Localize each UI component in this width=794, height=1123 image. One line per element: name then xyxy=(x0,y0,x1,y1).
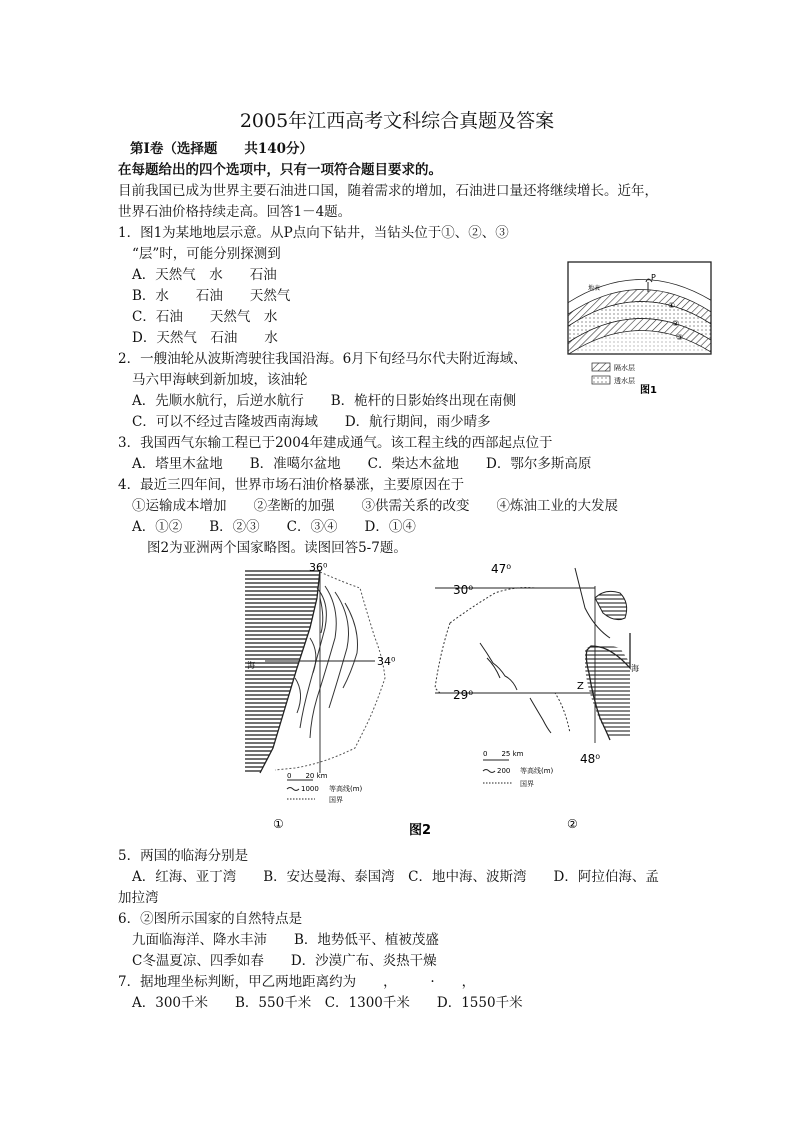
map1-index: ① xyxy=(273,817,284,831)
fig1-caption: 图1 xyxy=(640,385,657,396)
question-5-options: A．红海、亚丁湾 B．安达曼海、泰国湾 C．地中海、波斯湾 D．阿拉伯海、孟 xyxy=(132,869,659,885)
map2-lat-bottom: 29⁰ xyxy=(453,688,474,702)
fig1-point-label: P xyxy=(651,273,656,282)
question-6-options-ab: 九面临海洋、降水丰沛 B．地势低平、植被茂盛 xyxy=(132,932,439,948)
question-2-options-cd: C．可以不经过吉隆坡西南海域 D．航行期间，雨少晴多 xyxy=(132,414,491,430)
map2-contour-value: 200 xyxy=(497,767,511,775)
question-1-option-c: C．石油 天然气 水 xyxy=(132,309,278,325)
map1-lon-label: 36⁰ xyxy=(309,561,328,574)
figure-2-maps xyxy=(225,558,685,843)
intro-line-1: 目前我国已成为世界主要石油进口国，随着需求的增加，石油进口量还将继续增长。近年， xyxy=(118,183,658,199)
question-3-options: A．塔里木盆地 B．准噶尔盆地 C．柴达木盆地 D．鄂尔多斯高原 xyxy=(132,456,592,472)
map2-contour-label: 等高线(m) xyxy=(520,767,554,775)
map2-lat-top: 30⁰ xyxy=(453,583,474,597)
map2-index: ② xyxy=(567,817,578,831)
question-6-stem: 6．②图所示国家的自然特点是 xyxy=(118,911,303,927)
figure-1-strata-diagram xyxy=(560,260,720,400)
question-7-options: A．300千米 B．550千米 C．1300千米 D．1550千米 xyxy=(132,995,523,1011)
map1-lat-label: 34⁰ xyxy=(377,655,396,668)
map2-point-z: Z xyxy=(577,681,584,692)
question-2-stem-cont: 马六甲海峡到新加坡，该油轮 xyxy=(132,372,308,388)
section-heading: 第Ⅰ卷（选择题 共140分） xyxy=(130,141,313,157)
map1-contour-label: 等高线(m) xyxy=(329,785,363,793)
fig1-layer-2: ② xyxy=(672,319,680,328)
map1-scale: 0 20 km xyxy=(287,772,328,780)
map2-border-label: 国界 xyxy=(520,780,534,788)
map2-lon-bottom: 48⁰ xyxy=(580,752,601,766)
figure-2-intro: 图2为亚洲两个国家略图。读图回答5-7题。 xyxy=(147,540,407,556)
intro-line-2: 世界石油价格持续走高。回答1－4题。 xyxy=(118,204,352,220)
question-1-stem: 1．图1为某地地层示意。从P点向下钻井，当钻头位于①、②、③ xyxy=(118,225,509,241)
question-4-options: A．①② B．②③ C．③④ D．①④ xyxy=(132,519,416,535)
question-3-stem: 3．我国西气东输工程已于2004年建成通气。该工程主线的西部起点位于 xyxy=(118,435,553,451)
fig1-layer-1: ① xyxy=(668,301,676,310)
question-1-option-a: A．天然气 水 石油 xyxy=(132,267,277,283)
fig1-layer-3: ③ xyxy=(676,333,684,342)
map2-sea-label: 海 xyxy=(631,664,639,673)
question-1-option-d: D．天然气 石油 水 xyxy=(132,330,278,346)
map2-lon-top: 47⁰ xyxy=(491,562,512,576)
map1-contour-value: 1000 xyxy=(301,785,319,793)
fig1-surface-label: 地表 xyxy=(588,285,601,292)
fig1-legend-2: 透水层 xyxy=(614,377,635,385)
question-2-stem: 2．一艘油轮从波斯湾驶往我国沿海。6月下旬经马尔代夫附近海域、 xyxy=(118,351,527,367)
map2-scale: 0 25 km xyxy=(483,750,524,758)
question-2-options-ab: A．先顺水航行，后逆水航行 B．桅杆的日影始终出现在南侧 xyxy=(132,393,517,409)
question-1-stem-cont: “层”时，可能分别探测到 xyxy=(132,246,281,262)
map-1 xyxy=(245,561,396,831)
map1-border-label: 国界 xyxy=(329,796,343,804)
question-5-stem: 5．两国的临海分别是 xyxy=(118,848,249,864)
question-4-items: ①运输成本增加 ②垄断的加强 ③供需关系的改变 ④炼油工业的大发展 xyxy=(132,498,618,514)
question-1-option-b: B．水 石油 天然气 xyxy=(132,288,291,304)
fig1-legend-1: 隔水层 xyxy=(614,364,635,372)
instruction: 在每题给出的四个选项中，只有一项符合题目要求的。 xyxy=(118,162,442,178)
document-title: 2005年江西高考文科综合真题及答案 xyxy=(239,110,555,132)
question-7-stem: 7．据地理坐标判断，甲乙两地距离约为 ， · ， xyxy=(118,974,476,990)
question-4-stem: 4．最近三四年间，世界市场石油价格暴涨，主要原因在于 xyxy=(118,477,465,493)
map1-sea-label: 海 xyxy=(247,661,255,670)
legend-aquiclude-swatch xyxy=(592,363,610,371)
map-2 xyxy=(435,562,639,831)
question-6-options-cd: C冬温夏凉、四季如春 D．沙漠广布、炎热干燥 xyxy=(132,953,437,969)
legend-aquifer-swatch xyxy=(592,376,610,384)
question-5-options-cont: 加拉湾 xyxy=(118,890,159,906)
fig2-caption: 图2 xyxy=(409,823,432,838)
